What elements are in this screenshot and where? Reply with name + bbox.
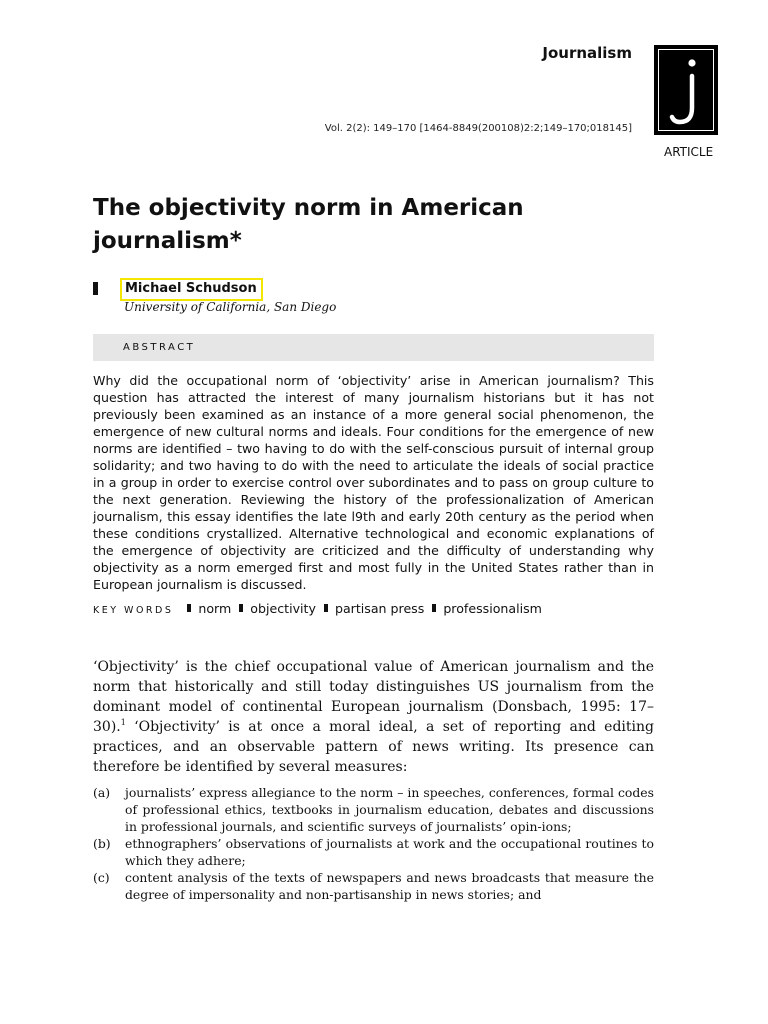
measures-list (93, 784, 654, 903)
paragraph-text: ‘Objectivity’ is at once a moral ideal, a set of reporting and editing practices, and an observable pattern of news writing. Its presence can therefore be identified by several measures: (93, 719, 654, 775)
keyword-bullet (432, 604, 436, 612)
author-affiliation: University of California, San Diego (124, 300, 337, 314)
author-name[interactable]: Michael Schudson (120, 278, 263, 301)
keyword-item: norm (198, 601, 232, 616)
list-item-label: (c) (93, 870, 110, 885)
abstract-header (93, 334, 654, 361)
list-item-text: ethnographers’ observations of journalists at work and the occupational routines to which they adhere; (125, 836, 654, 868)
keywords-label: KEY WORDS (93, 605, 174, 616)
keyword-bullet (239, 604, 243, 612)
list-item-label: (a) (93, 785, 111, 800)
keyword-item: professionalism (443, 601, 542, 616)
journal-logo (654, 45, 718, 135)
list-item-text: journalists’ express allegiance to the norm – in speeches, conferences, formal codes of professional ethics, textbooks in journalism education, debates and discussions in professional journals, and scientific surveys of journalists’ opin-ions; (125, 785, 654, 834)
article-title: The objectivity norm in American journalism* (93, 195, 524, 254)
volume-info: Vol. 2(2): 149–170 [1464-8849(200108)2:2;149–170;018145] (324, 123, 632, 134)
keyword-item: partisan press (334, 601, 425, 616)
keyword-item: objectivity (250, 601, 316, 616)
list-item-label: (b) (93, 836, 111, 851)
body-paragraph (93, 657, 654, 777)
list-item-text: content analysis of the texts of newspapers and news broadcasts that measure the degree of impersonality and non-partisanship in news stories; and (125, 870, 654, 902)
article-tag: ARTICLE (664, 145, 714, 159)
keyword-bullet (324, 604, 328, 612)
abstract-label: ABSTRACT (123, 342, 196, 353)
keyword-bullet (187, 604, 191, 612)
paragraph-text: ‘Objectivity’ is the chief occupational value of American journalism and the norm that historically and still today distinguishes US journalism from the dominant model of continental European journalism (Donsbach, 1995: 17–30). (93, 659, 654, 735)
keywords (93, 600, 654, 620)
journal-name: Journalism (542, 44, 632, 62)
list-item (93, 869, 654, 903)
list-item (93, 784, 654, 835)
footnote-ref[interactable]: 1 (120, 718, 126, 727)
list-item (93, 835, 654, 869)
logo-j-glyph-icon (655, 46, 717, 134)
author-marker (93, 282, 98, 295)
abstract-text: Why did the occupational norm of ‘objectivity’ arise in American journalism? This question has attracted the interest of many journalism historians but it has not previously been examined as an instance of a more general social phenomenon, the emergence of new cultural norms and ideals. Four conditions for the emergence of new norms are identified – two having to do with the self-conscious pursuit of internal group solidarity; and two having to do with the need to articulate the ideals of social practice in a group in order to exercise control over subordinates and to pass on group culture to the next generation. Reviewing the history of the professionalization of American journalism, this essay identifies the late l9th and early 20th century as the period when these conditions crystallized. Alternative technological and economic explanations of the emergence of objectivity are criticized and the difficulty of understanding why objectivity as a norm emerged first and most fully in the United States rather than in European journalism is discussed. (93, 373, 654, 592)
